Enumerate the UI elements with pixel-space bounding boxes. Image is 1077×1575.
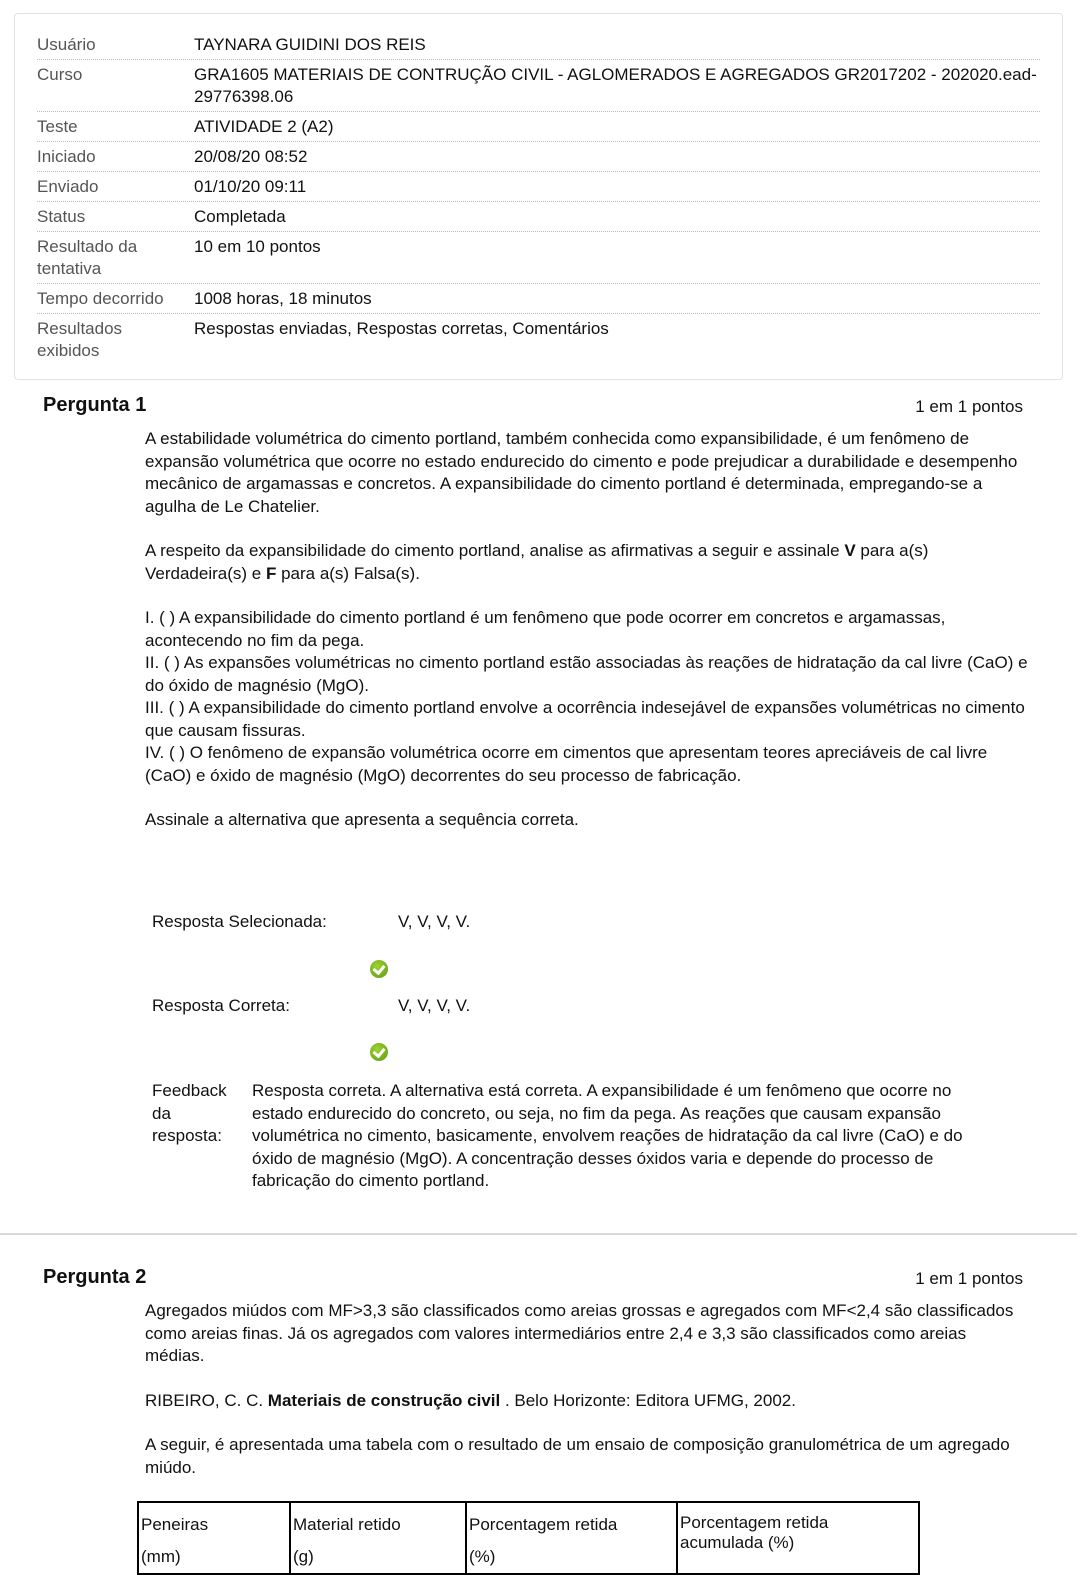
- summary-row: Resultados exibidos Respostas enviadas, Respostas corretas, Comentários: [37, 319, 609, 360]
- divider: [0, 1233, 1077, 1235]
- question-points: 1 em 1 pontos: [915, 1269, 1023, 1288]
- table-header: Peneiras (mm): [138, 1502, 290, 1574]
- summary-row: Resultado da tentativa 10 em 10 pontos: [37, 232, 1040, 284]
- statement: I. ( ) A expansibilidade do cimento portland é um fenômeno que pode ocorrer em concretos e argamassas, acontecendo no fim da pega.: [145, 608, 946, 650]
- summary-row: Curso GRA1605 MATERIAIS DE CONTRUÇÃO CIVIL - AGLOMERADOS E AGREGADOS GR2017202 - 202020.ead-29776398.06: [37, 60, 1040, 112]
- question-points: 1 em 1 pontos: [915, 397, 1023, 416]
- question-2-header: [43, 1266, 1023, 1289]
- question-1-header: [43, 394, 1023, 417]
- summary-row: Enviado 01/10/20 09:11: [37, 172, 1040, 202]
- statement: III. ( ) A expansibilidade do cimento portland envolve a ocorrência indesejável de expansões volumétricas no cimento que causam fissuras.: [145, 698, 1025, 740]
- statement: IV. ( ) O fenômeno de expansão volumétrica ocorre em cimentos que apresentam teores apreciáveis de cal livre (CaO) e óxido de magnésio (MgO) decorrentes do seu processo de fabricação.: [145, 743, 988, 785]
- summary-row: Iniciado 20/08/20 08:52: [37, 142, 1040, 172]
- summary-row: Status Completada: [37, 202, 1040, 232]
- summary-row: Usuário TAYNARA GUIDINI DOS REIS: [37, 30, 1040, 60]
- granulometry-table: [137, 1501, 920, 1575]
- correct-check-icon: [370, 1043, 388, 1061]
- summary-row: Tempo decorrido 1008 horas, 18 minutos: [37, 284, 1040, 314]
- feedback: Feedback da resposta: Resposta correta. A alternativa está correta. A expansibilidade é um fenômeno que ocorre no estado endurecido do concreto, ou seja, no fim da pega. As reações que causam expansão volumétrica no cimento, basicamente, envolvem reações de hidratação da cal livre (CaO) e do óxido de magnésio (MgO). A concentração desses óxidos varia e depende do processo de fabricação do cimento portland.: [152, 1081, 963, 1190]
- question-1-text: A estabilidade volumétrica do cimento portland, também conhecida como expansibilidade, é um fenômeno de expansão volumétrica que ocorre no estado endurecido do cimento e pode prejudicar a durabilidade e desempenho mecânico de argamassas e concretos. A expansibilidade do cimento portland é determinada, empregando-se a agulha de Le Chatelier. A respeito da expansibilidade do cimento portland, analise as afirmativas a seguir e assinale V para a(s) Verdadeira(s) e F para a(s) Falsa(s). I. ( ) A expansibilidade do cimento portland é um fenômeno que pode ocorrer em concretos e argamassas, acontecendo no fim da pega. II. ( ) As expansões volumétricas no cimento portland estão associadas às reações de hidratação da cal livre (CaO) e do óxido de magnésio (MgO). III. ( ) A expansibilidade do cimento portland envolve a ocorrência indesejável de expansões volumétricas no cimento que causam fissuras. IV. ( ) O fenômeno de expansão volumétrica ocorre em cimentos que apresentam teores apreciáveis de cal livre (CaO) e óxido de magnésio (MgO) decorrentes do seu processo de fabricação. Assinale a alternativa que apresenta a sequência correta.: [145, 429, 1028, 829]
- table-header: Porcentagem retida (%): [466, 1502, 677, 1574]
- correct-check-icon: [370, 960, 388, 978]
- attempt-summary: [14, 13, 1063, 380]
- statement: II. ( ) As expansões volumétricas no cimento portland estão associadas às reações de hidratação da cal livre (CaO) e do óxido de magnésio (MgO).: [145, 653, 1028, 695]
- summary-row: Teste ATIVIDADE 2 (A2): [37, 112, 1040, 142]
- table-header: Material retido (g): [290, 1502, 466, 1574]
- table-header: Porcentagem retida acumulada (%): [677, 1502, 919, 1574]
- question-title: Pergunta 2: [43, 1266, 147, 1288]
- question-2-text: Agregados miúdos com MF>3,3 são classificados como areias grossas e agregados com MF<2,4 são classificados como areias finas. Já os agregados com valores intermediários entre 2,4 e 3,3 são classificados como areias médias. RIBEIRO, C. C. Materiais de construção civil . Belo Horizonte: Editora UFMG, 2002. A seguir, é apresentada uma tabela com o resultado de um ensaio de composição granulométrica de um agregado miúdo.: [145, 1301, 1014, 1477]
- question-title: Pergunta 1: [43, 394, 147, 416]
